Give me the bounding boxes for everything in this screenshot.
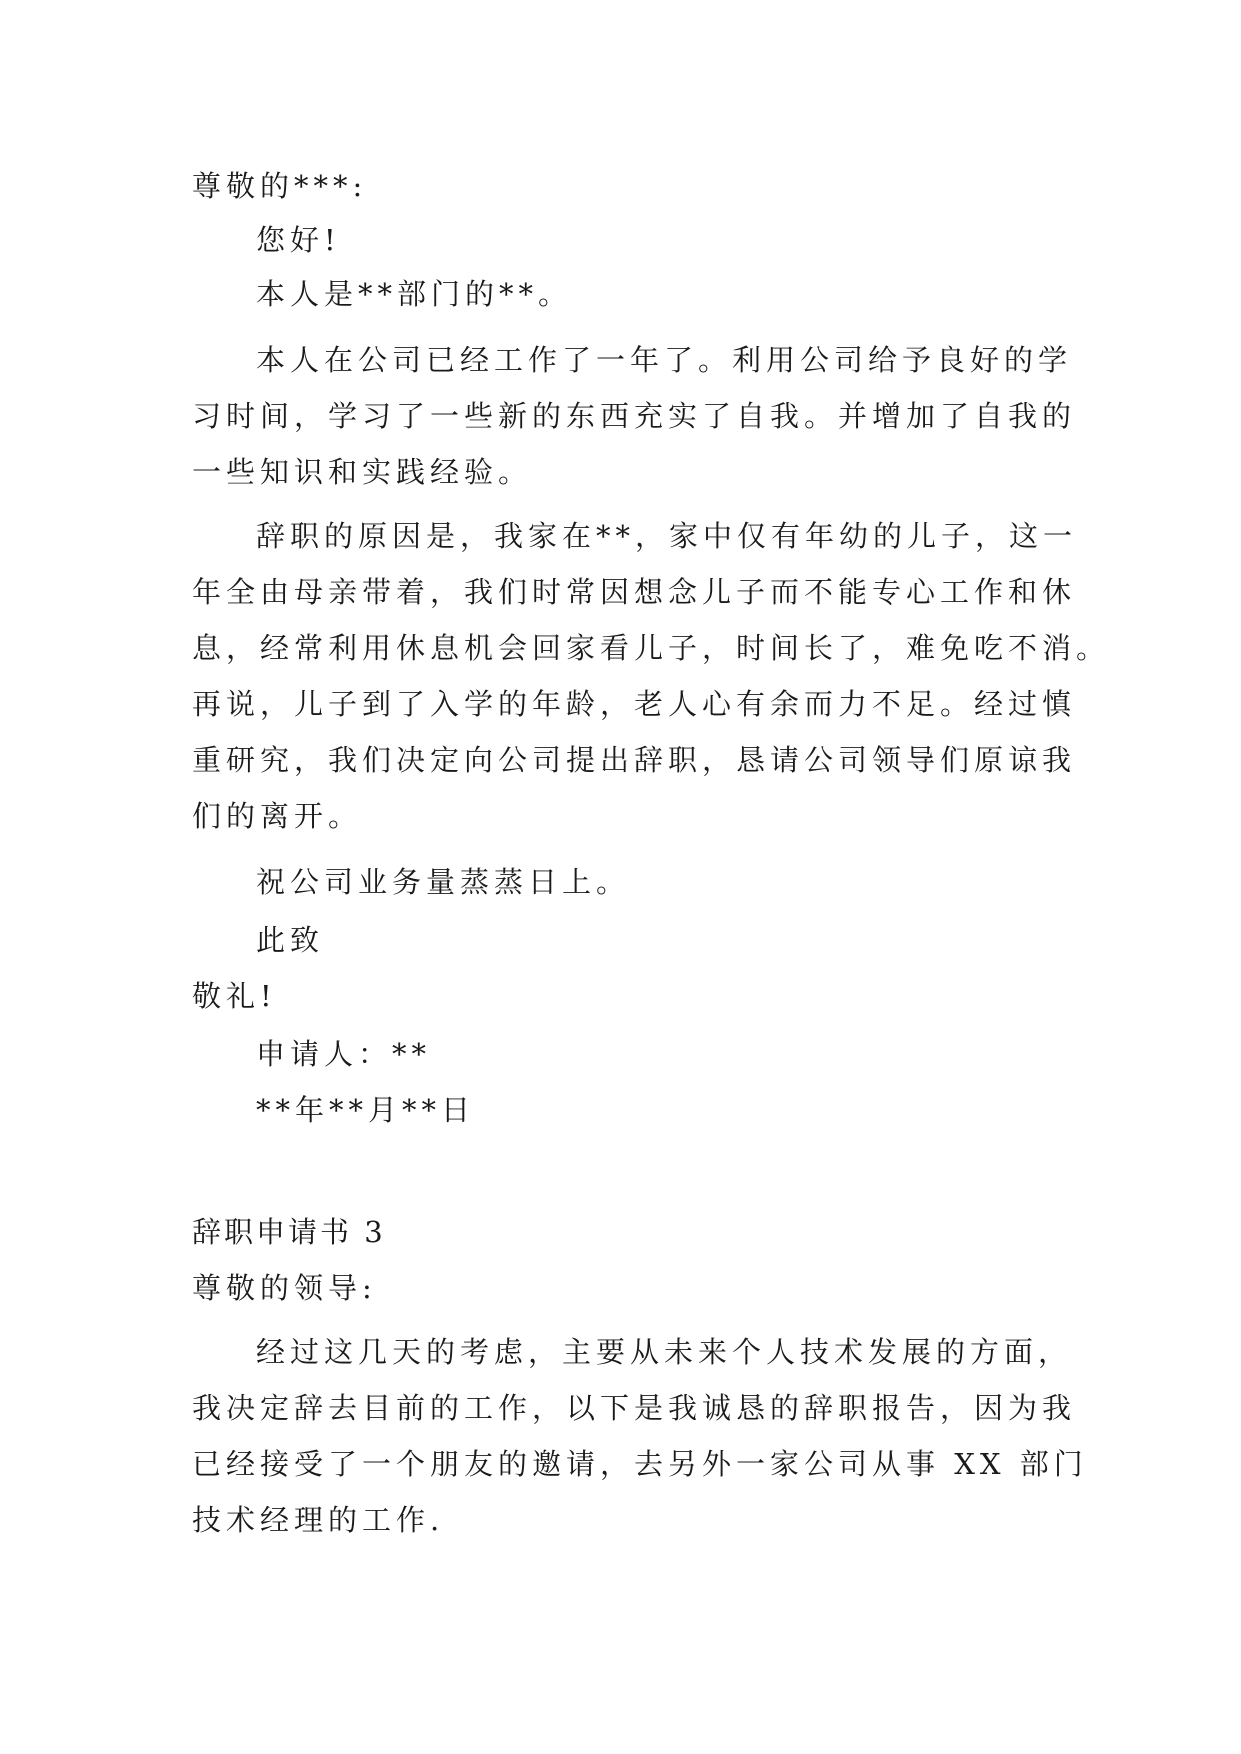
paragraph-line: 我决定辞去目前的工作，以下是我诚恳的辞职报告，因为我 <box>192 1391 1077 1425</box>
paragraph-line: 重研究，我们决定向公司提出辞职，恳请公司领导们原谅我 <box>192 743 1077 777</box>
intro-line: 本人是**部门的**。 <box>256 277 573 311</box>
paragraph-line: 年全由母亲带着，我们时常因想念儿子而不能专心工作和休 <box>192 575 1077 609</box>
paragraph-line: 本人在公司已经工作了一年了。利用公司给予良好的学 <box>256 343 1073 377</box>
greeting-line: 尊敬的领导: <box>192 1271 377 1305</box>
salutation-line: 敬礼! <box>192 979 277 1013</box>
paragraph-line: 辞职的原因是，我家在**，家中仅有年幼的儿子，这一 <box>256 519 1078 553</box>
closing-line: 此致 <box>256 923 325 957</box>
wish-line: 祝公司业务量蒸蒸日上。 <box>256 865 631 899</box>
paragraph-line: 习时间，学习了一些新的东西充实了自我。并增加了自我的 <box>192 399 1077 433</box>
hello-line: 您好! <box>256 223 341 257</box>
date-line: **年**月**日 <box>256 1093 476 1127</box>
section-title: 辞职申请书 3 <box>192 1215 386 1249</box>
paragraph-line: 经过这几天的考虑，主要从未来个人技术发展的方面， <box>256 1335 1073 1369</box>
paragraph-line: 们的离开。 <box>192 799 363 833</box>
paragraph-line: 息，经常利用休息机会回家看儿子，时间长了，难免吃不消。 <box>192 631 1111 665</box>
paragraph-line: 一些知识和实践经验。 <box>192 455 533 489</box>
greeting-line: 尊敬的***: <box>192 169 368 203</box>
paragraph-line: 技术经理的工作. <box>192 1503 445 1537</box>
applicant-line: 申请人：** <box>256 1037 432 1071</box>
paragraph-line: 再说，儿子到了入学的年龄，老人心有余而力不足。经过慎 <box>192 687 1077 721</box>
paragraph-line: 已经接受了一个朋友的邀请，去另外一家公司从事 XX 部门 <box>192 1447 1088 1481</box>
